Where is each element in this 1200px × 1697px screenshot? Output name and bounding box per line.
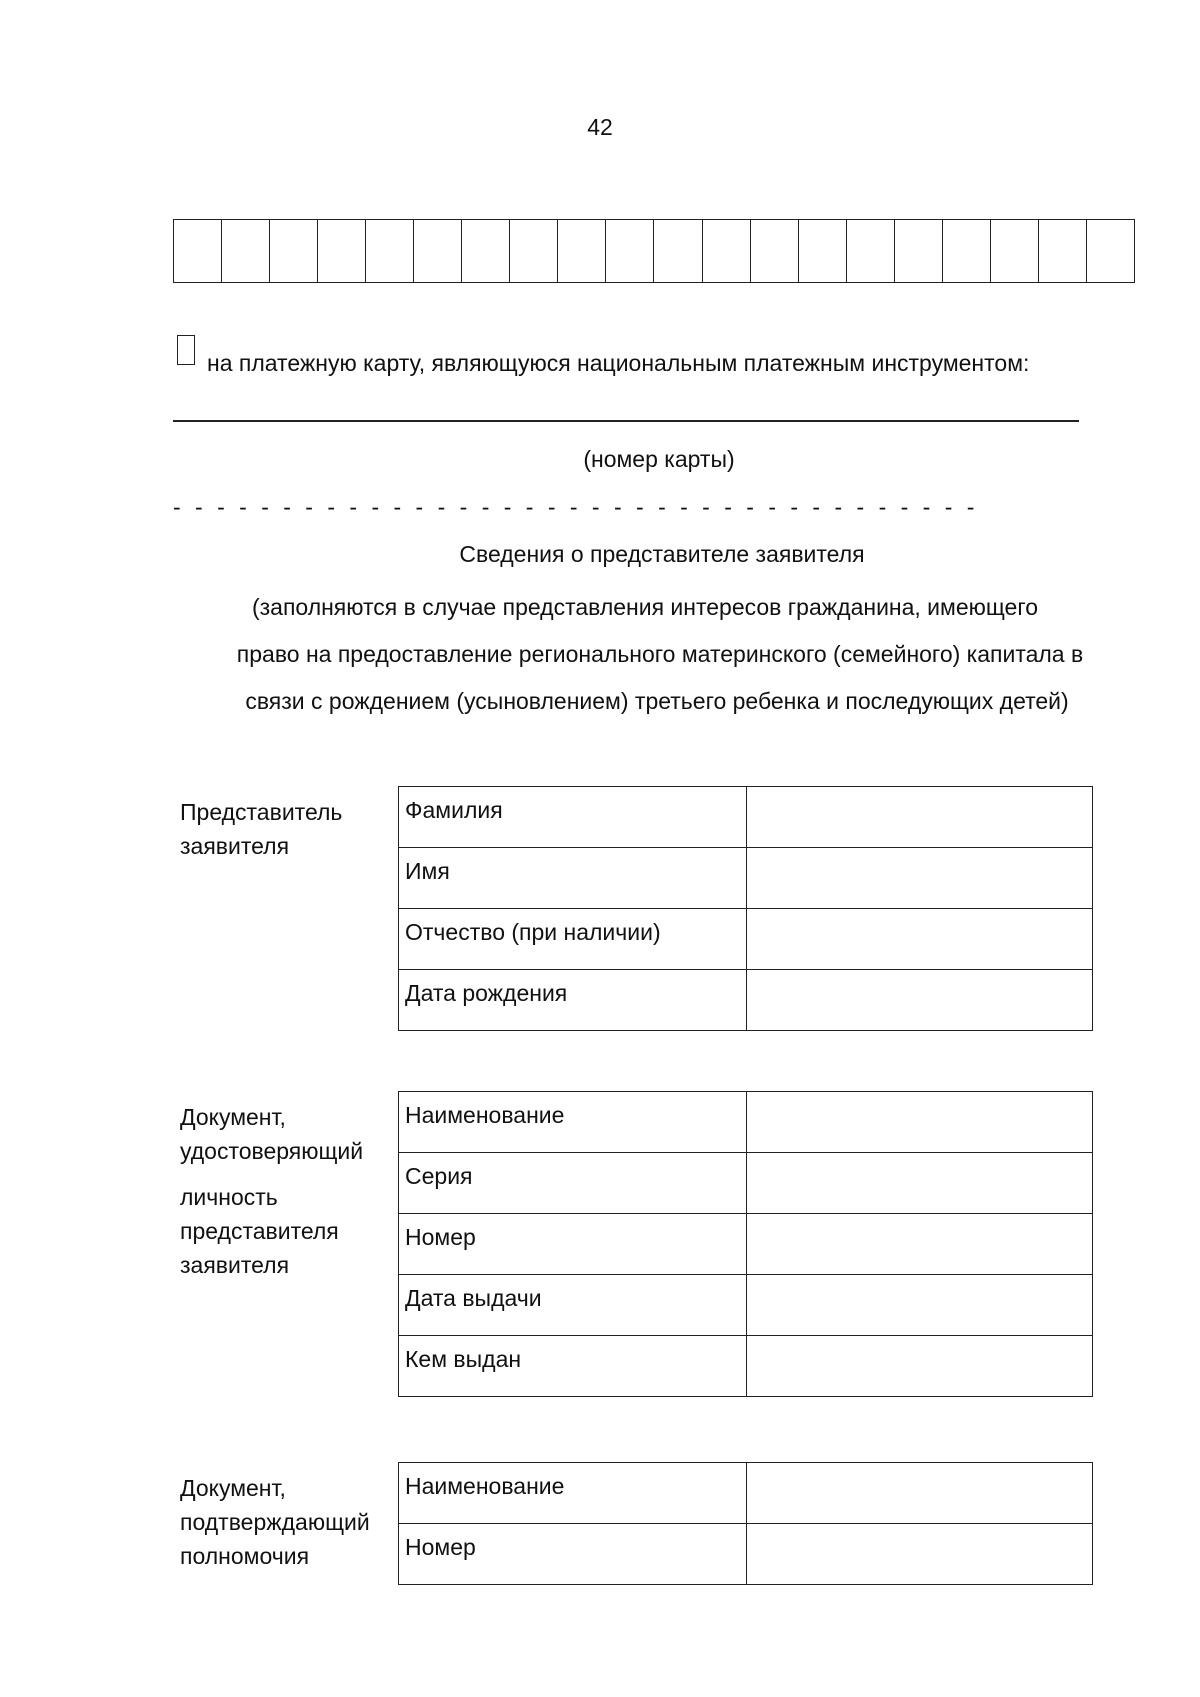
group-label-line: полномочия [180, 1543, 310, 1569]
field-label: Имя [399, 848, 747, 909]
group-label-line: заявителя [180, 833, 290, 859]
account-digit-box[interactable] [943, 220, 991, 282]
account-digit-box[interactable] [847, 220, 895, 282]
dashed-separator: - - - - - - - - - - - - - - - - - - - - - - - - - - - - - - - - - - - - - [173, 494, 979, 520]
table-row [399, 787, 1093, 848]
group-label-line: заявителя [180, 1252, 290, 1278]
field-value-input[interactable] [746, 1463, 1092, 1524]
field-label: Серия [399, 1153, 747, 1214]
group-label-line: Документ, [180, 1475, 286, 1501]
account-number-boxes [173, 219, 1135, 283]
section-note [0, 584, 1200, 725]
table-row [399, 1524, 1093, 1585]
group-label-line: удостоверяющий [180, 1138, 364, 1164]
group-label-line: представителя [180, 1218, 339, 1244]
account-digit-box[interactable] [222, 220, 270, 282]
table-row [399, 1275, 1093, 1336]
field-label: Наименование [399, 1463, 747, 1524]
field-value-input[interactable] [746, 970, 1092, 1031]
authority-document-table [398, 1462, 1093, 1585]
identity-document-table [398, 1091, 1093, 1397]
account-digit-box[interactable] [174, 220, 222, 282]
account-digit-box[interactable] [462, 220, 510, 282]
field-label: Дата рождения [399, 970, 747, 1031]
field-label: Номер [399, 1214, 747, 1275]
group-label-identity-document [180, 1100, 363, 1282]
field-label: Отчество (при наличии) [399, 909, 747, 970]
page-number: 42 [587, 114, 613, 140]
account-digit-box[interactable] [991, 220, 1039, 282]
field-label: Фамилия [399, 787, 747, 848]
table-row [399, 1153, 1093, 1214]
account-digit-box[interactable] [654, 220, 702, 282]
table-row [399, 1214, 1093, 1275]
account-digit-box[interactable] [1039, 220, 1087, 282]
account-digit-box[interactable] [799, 220, 847, 282]
account-digit-box[interactable] [270, 220, 318, 282]
account-digit-box[interactable] [510, 220, 558, 282]
field-label: Кем выдан [399, 1336, 747, 1397]
table-row [399, 1092, 1093, 1153]
account-digit-box[interactable] [318, 220, 366, 282]
field-value-input[interactable] [746, 848, 1092, 909]
group-label-line: Документ, [180, 1104, 286, 1130]
section-note-line: (заполняются в случае представления интересов гражданина, имеющего [251, 594, 1039, 620]
table-row [399, 970, 1093, 1031]
field-value-input[interactable] [746, 1214, 1092, 1275]
field-value-input[interactable] [746, 1275, 1092, 1336]
group-label-authority-document [180, 1471, 370, 1573]
representative-table [398, 786, 1093, 1031]
account-digit-box[interactable] [414, 220, 462, 282]
account-digit-box[interactable] [703, 220, 751, 282]
group-label-line: подтверждающий [180, 1509, 370, 1535]
section-note-line: связи с рождением (усыновлением) третьего ребенка и последующих детей) [245, 688, 1069, 714]
account-digit-box[interactable] [558, 220, 606, 282]
field-value-input[interactable] [746, 909, 1092, 970]
account-digit-box[interactable] [1087, 220, 1134, 282]
field-value-input[interactable] [746, 1336, 1092, 1397]
table-row [399, 848, 1093, 909]
card-option-checkbox[interactable] [177, 335, 195, 365]
card-number-line[interactable] [173, 420, 1079, 422]
field-label: Номер [399, 1524, 747, 1585]
table-row [399, 1336, 1093, 1397]
field-label: Дата выдачи [399, 1275, 747, 1336]
card-number-caption: (номер карты) [583, 446, 735, 472]
group-label-line: личность [180, 1184, 278, 1210]
field-value-input[interactable] [746, 1092, 1092, 1153]
card-option-label: на платежную карту, являющуюся национальным платежным инструментом: [207, 350, 1030, 376]
field-value-input[interactable] [746, 787, 1092, 848]
section-note-line: право на предоставление регионального материнского (семейного) капитала в [236, 641, 1084, 667]
account-digit-box[interactable] [606, 220, 654, 282]
account-digit-box[interactable] [366, 220, 414, 282]
table-row [399, 909, 1093, 970]
section-title: Сведения о представителе заявителя [459, 541, 865, 567]
field-value-input[interactable] [746, 1153, 1092, 1214]
account-digit-box[interactable] [895, 220, 943, 282]
field-value-input[interactable] [746, 1524, 1092, 1585]
group-label-line: Представитель [180, 799, 343, 825]
group-label-representative [180, 795, 342, 863]
account-digit-box[interactable] [751, 220, 799, 282]
field-label: Наименование [399, 1092, 747, 1153]
table-row [399, 1463, 1093, 1524]
